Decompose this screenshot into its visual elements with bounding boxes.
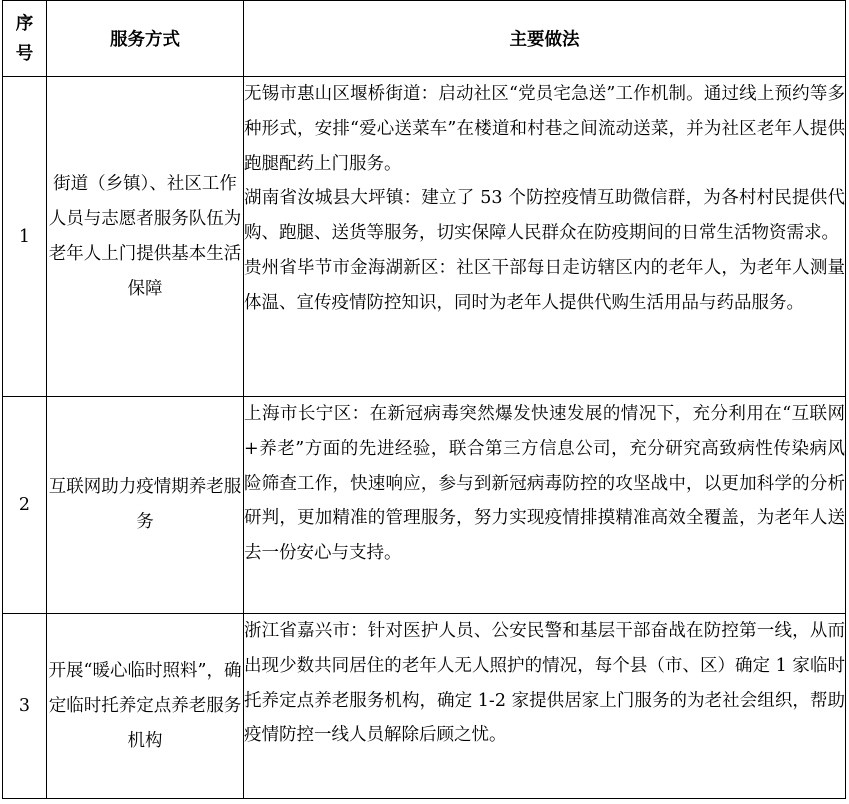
service-table [2,0,846,799]
row-practices [244,614,846,799]
row-practices [244,77,846,397]
header-practice: 主要做法 [244,1,846,77]
table-row [3,614,846,799]
header-method: 服务方式 [47,1,244,77]
header-index-line1: 序 [15,13,34,34]
practice-paragraph: 上海市长宁区：在新冠病毒突然爆发快速发展的情况下，充分利用在“互联网+养老”方面的先进经验，联合第三方信息公司，充分研究高致病性传染病风险筛查工作，快速响应，参与到新冠病毒防控的攻坚战中，以更加科学的分析研判，更加精准的管理服务，努力实现疫情排摸精准高效全覆盖，为老年人送去一份安心与支持。 [244,404,845,564]
row-method: 开展“暖心临时照料”，确定临时托养定点养老服务机构 [47,614,244,799]
header-index-line2: 号 [15,43,34,64]
practice-paragraph: 湖南省汝城县大坪镇：建立了 53 个防控疫情互助微信群，为各村村民提供代购、跑腿、送货等服务，切实保障人民群众在防疫期间的日常生活物资需求。 [244,188,845,244]
table-header-row [3,1,846,77]
header-index [3,1,47,77]
row-method: 互联网助力疫情期养老服务 [47,397,244,614]
row-method: 街道（乡镇）、社区工作人员与志愿者服务队伍为老年人上门提供基本生活保障 [47,77,244,397]
practice-paragraph: 浙江省嘉兴市：针对医护人员、公安民警和基层干部奋战在防控第一线，从而出现少数共同居住的老年人无人照护的情况，每个县（市、区）确定 1 家临时托养定点养老服务机构，确定 1-2 家提供居家上门服务的为老社会组织，帮助疫情防控一线人员解除后顾之忧。 [244,621,845,746]
table-row [3,77,846,397]
row-practices [244,397,846,614]
practice-paragraph: 贵州省毕节市金海湖新区：社区干部每日走访辖区内的老年人，为老年人测量体温、宣传疫情防控知识，同时为老年人提供代购生活用品与药品服务。 [244,257,845,313]
row-index: 3 [3,614,47,799]
row-index: 1 [3,77,47,397]
row-index: 2 [3,397,47,614]
table-row [3,397,846,614]
practice-paragraph: 无锡市惠山区堰桥街道：启动社区“党员宅急送”工作机制。通过线上预约等多种形式，安排“爱心送菜车”在楼道和村巷之间流动送菜，并为社区老年人提供跑腿配药上门服务。 [244,84,845,174]
